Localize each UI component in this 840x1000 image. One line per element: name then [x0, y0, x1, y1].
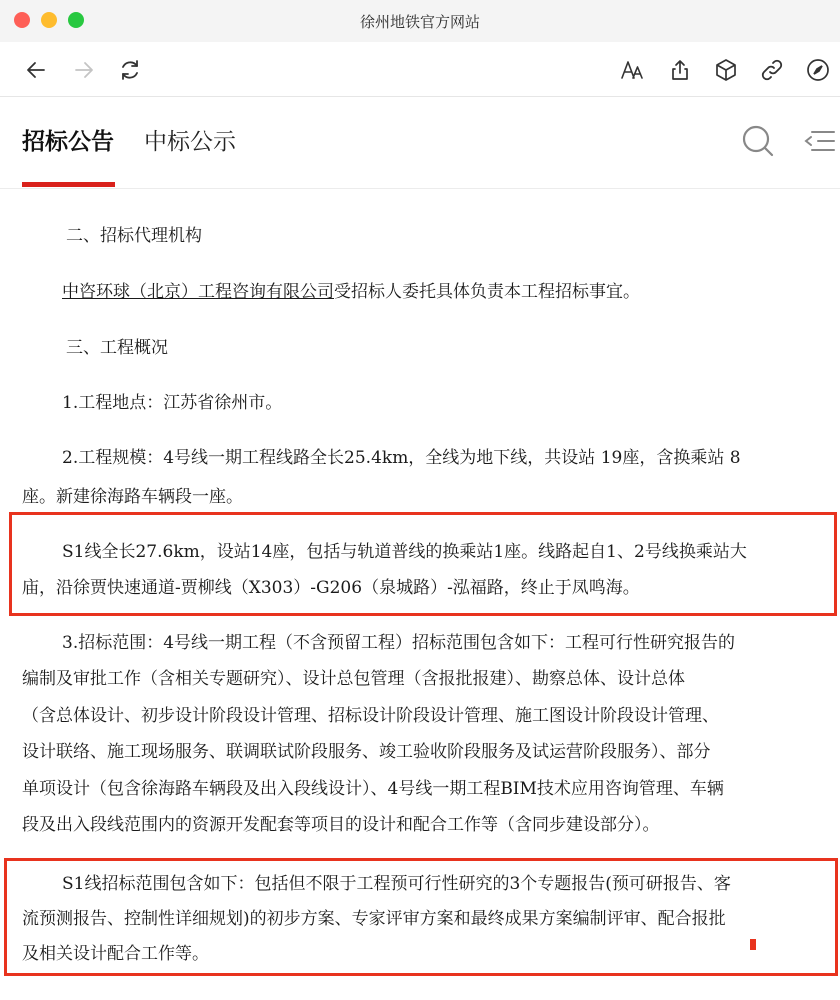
paragraph-scope-line-3: （含总体设计、初步设计阶段设计管理、招标设计阶段设计管理、施工图设计阶段设计管理、 [22, 706, 719, 726]
article-body [0, 190, 840, 1000]
red-mark [750, 939, 756, 950]
paragraph-location: 1.工程地点：江苏省徐州市。 [62, 393, 283, 413]
agency-link[interactable]: 中咨环球（北京）工程咨询有限公司 [62, 282, 334, 302]
window-title-bar [0, 0, 840, 42]
tab-award-notice[interactable]: 中标公示 [144, 129, 236, 155]
box-icon[interactable] [712, 56, 740, 84]
site-tabs-header [0, 97, 840, 189]
back-icon[interactable] [22, 56, 50, 84]
paragraph-s1-line-2: 庙，沿徐贾快速通道-贾柳线（X303）-G206（泉城路）-泓福路，终止于凤鸣海。 [22, 578, 640, 598]
window-title: 徐州地铁官方网站 [359, 13, 480, 31]
paragraph-scope-line-2: 编制及审批工作（含相关专题研究）、设计总包管理（含报批报建）、勘察总体、设计总体 [22, 669, 685, 689]
section-heading-overview: 三、工程概况 [66, 338, 168, 358]
agency-text: 受招标人委托具体负责本工程招标事宜。 [334, 282, 640, 302]
reload-icon[interactable] [116, 56, 144, 84]
browser-toolbar [0, 42, 840, 97]
paragraph-s1-line-1: S1线全长27.6km，设站14座，包括与轨道普线的换乘站1座。线路起自1、2号线换乘站大 [62, 542, 747, 562]
highlight-box-s1-overview [9, 512, 837, 616]
compass-icon[interactable] [804, 56, 832, 84]
paragraph-s1-scope-line-3: 及相关设计配合工作等。 [22, 944, 209, 964]
paragraph-s1-scope-line-2: 流预测报告、控制性详细规划)的初步方案、专家评审方案和最终成果方案编制评审、配合报批 [22, 909, 726, 929]
paragraph-scope-line-6: 段及出入段线范围内的资源开发配套等项目的设计和配合工作等（含同步建设部分）。 [22, 815, 660, 835]
active-tab-indicator [22, 182, 115, 187]
section-heading-agency: 二、招标代理机构 [66, 226, 202, 246]
text-size-icon[interactable] [618, 56, 646, 84]
search-icon[interactable] [740, 123, 776, 159]
paragraph-scale-line-2: 座。新建徐海路车辆段一座。 [22, 487, 243, 507]
paragraph-scope-line-1: 3.招标范围：4号线一期工程（不含预留工程）招标范围包含如下：工程可行性研究报告的 [62, 633, 736, 653]
share-icon[interactable] [666, 56, 694, 84]
paragraph-scale-line-1: 2.工程规模：4号线一期工程线路全长25.4km，全线为地下线，共设站 19座，含换乘站 8 [62, 448, 741, 468]
paragraph-scope-line-5: 单项设计（包含徐海路车辆段及出入段线设计）、4号线一期工程BIM技术应用咨询管理、车辆 [22, 779, 724, 799]
paragraph-s1-scope-line-1: S1线招标范围包含如下：包括但不限于工程预可行性研究的3个专题报告(预可研报告、客 [62, 874, 731, 894]
paragraph-scope-line-4: 设计联络、施工现场服务、联调联试阶段服务、竣工验收阶段服务及试运营阶段服务）、部分 [22, 742, 711, 762]
paragraph-agency [62, 277, 840, 302]
forward-icon[interactable] [70, 56, 98, 84]
link-icon[interactable] [758, 56, 786, 84]
menu-icon[interactable] [800, 123, 836, 159]
tab-bid-announcement[interactable]: 招标公告 [22, 129, 114, 155]
